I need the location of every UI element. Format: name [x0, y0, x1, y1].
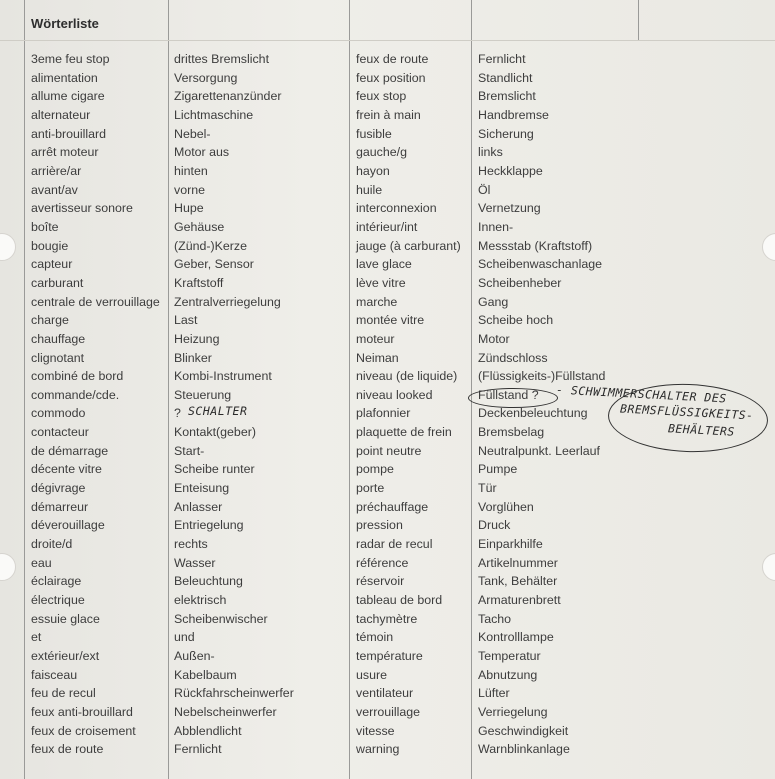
term-german: Handbremse [478, 107, 549, 122]
term-german: Abnutzung [478, 667, 538, 682]
term-french: alimentation [31, 70, 98, 85]
term-french: commande/cde. [31, 387, 120, 402]
term-french: essuie glace [31, 611, 100, 626]
term-french: de démarrage [31, 443, 109, 458]
term-german: Gang [478, 294, 509, 309]
term-german: Wasser [174, 555, 216, 570]
term-french: anti-brouillard [31, 126, 107, 141]
term-french: plaquette de frein [356, 425, 452, 440]
term-german: Kontrolllampe [478, 630, 554, 645]
term-german: Versorgung [174, 70, 238, 85]
handwritten-note-line-1: - SCHWIMMERSCHALTER DES [555, 382, 727, 406]
term-french: décente vitre [31, 462, 102, 477]
term-german: links [478, 145, 503, 160]
term-german: Füllstand ? [478, 387, 539, 402]
term-german: Scheibenwischer [174, 611, 268, 626]
term-french: ventilateur [356, 686, 414, 701]
column-french-2 [356, 50, 461, 759]
term-german: Heizung [174, 331, 220, 346]
term-french: bougie [31, 238, 69, 253]
term-french: vitesse [356, 723, 395, 738]
column-french-1 [31, 50, 160, 759]
term-french: avant/av [31, 182, 78, 197]
term-french: chauffage [31, 331, 86, 346]
term-german: Nebel- [174, 126, 211, 141]
term-french: feux de route [356, 52, 429, 66]
term-french: éclairage [31, 574, 82, 589]
term-french: témoin [356, 630, 394, 645]
term-german: Motor [478, 331, 510, 346]
term-german: Steuerung [174, 387, 232, 402]
term-french: feux anti-brouillard [31, 704, 133, 719]
handwritten-schalter: SCHALTER [188, 404, 248, 418]
term-french: référence [356, 555, 409, 570]
fold-line [0, 40, 775, 41]
term-german: Zigarettenanzünder [174, 89, 282, 104]
term-german: und [174, 630, 195, 645]
term-german: Scheibe hoch [478, 313, 554, 328]
term-german: Enteisung [174, 481, 230, 496]
term-french: dégivrage [31, 481, 86, 496]
term-german: Vorglühen [478, 499, 534, 514]
term-german: Scheibenwaschanlage [478, 257, 602, 272]
term-french: démarreur [31, 499, 89, 514]
punch-hole [0, 233, 16, 261]
term-french: extérieur/ext [31, 649, 100, 663]
column-rule-1 [168, 0, 169, 779]
term-german: Hupe [174, 201, 204, 216]
term-french: alternateur [31, 107, 91, 122]
term-german: hinten [174, 163, 208, 178]
term-french: gauche/g [356, 145, 407, 160]
page-title: Wörterliste [31, 16, 99, 31]
term-german: Außen- [174, 649, 215, 663]
handwritten-note-line-3: BEHÄLTERS [667, 421, 736, 439]
term-french: frein à main [356, 107, 421, 122]
term-german: Fernlicht [174, 742, 222, 757]
term-french: eau [31, 555, 52, 570]
term-french: usure [356, 667, 387, 682]
term-german: Armaturenbrett [478, 593, 561, 608]
term-french: fusible [356, 126, 392, 141]
term-german: Einparkhilfe [478, 537, 543, 552]
term-french: interconnexion [356, 201, 437, 216]
term-german: Gehäuse [174, 219, 225, 234]
term-german: (Flüssigkeits-)Füllstand [478, 369, 606, 384]
term-german: Entriegelung [174, 518, 244, 533]
term-french: Neiman [356, 350, 399, 365]
term-german: ? [174, 406, 181, 421]
column-rule-2 [349, 0, 350, 779]
term-french: feux de route [31, 742, 104, 757]
term-german: Tür [478, 481, 497, 496]
column-rule-left [24, 0, 25, 779]
term-german: Innen- [478, 219, 514, 234]
term-french: feu de recul [31, 686, 96, 701]
term-german: Beleuchtung [174, 574, 243, 589]
term-french: pression [356, 518, 403, 533]
term-german: Anlasser [174, 499, 223, 514]
handwritten-circle-fuellstand [468, 388, 558, 408]
term-german: Heckklappe [478, 163, 543, 178]
term-french: marche [356, 294, 398, 309]
term-french: pompe [356, 462, 394, 477]
term-french: point neutre [356, 443, 422, 458]
column-rule-top-right [638, 0, 639, 40]
term-german: Fernlicht [478, 52, 526, 66]
term-german: Verriegelung [478, 704, 548, 719]
term-german: Start- [174, 443, 205, 458]
term-german: Scheibenheber [478, 275, 562, 290]
term-german: Last [174, 313, 198, 328]
term-german: Zentralverriegelung [174, 294, 281, 309]
term-german: Sicherung [478, 126, 534, 141]
term-french: niveau looked [356, 387, 433, 402]
term-french: charge [31, 313, 69, 328]
term-french: arrêt moteur [31, 145, 99, 160]
term-french: feux position [356, 70, 426, 85]
punch-hole [0, 553, 16, 581]
term-german: Lichtmaschine [174, 107, 254, 122]
term-french: lève vitre [356, 275, 406, 290]
term-french: et [31, 630, 42, 645]
term-french: porte [356, 481, 385, 496]
term-french: montée vitre [356, 313, 425, 328]
term-german: Temperatur [478, 649, 541, 663]
term-german: (Zünd-)Kerze [174, 238, 247, 253]
term-german: Zündschloss [478, 350, 548, 365]
term-german: elektrisch [174, 593, 227, 608]
term-french: température [356, 649, 423, 663]
term-german: Kabelbaum [174, 667, 237, 682]
term-french: huile [356, 182, 383, 197]
term-french: faisceau [31, 667, 78, 682]
term-french: jauge (à carburant) [356, 238, 461, 253]
term-french: arrière/ar [31, 163, 82, 178]
term-german: Geschwindigkeit [478, 723, 569, 738]
term-french: warning [356, 742, 400, 757]
term-french: commodo [31, 406, 86, 421]
term-french: feux stop [356, 89, 407, 104]
term-german: Blinker [174, 350, 212, 365]
term-french: tableau de bord [356, 593, 443, 608]
term-german: rechts [174, 537, 208, 552]
term-french: feux de croisement [31, 723, 136, 738]
term-german: drittes Bremslicht [174, 52, 270, 66]
term-german: Lüfter [478, 686, 510, 701]
term-french: déverouillage [31, 518, 105, 533]
term-german: Artikelnummer [478, 555, 558, 570]
term-french: plafonnier [356, 406, 411, 421]
term-german: Kontakt(geber) [174, 425, 256, 440]
term-german: Druck [478, 518, 511, 533]
term-french: centrale de verrouillage [31, 294, 160, 309]
term-french: moteur [356, 331, 395, 346]
term-french: 3eme feu stop [31, 52, 110, 66]
term-german: Bremsbelag [478, 425, 545, 440]
term-german: Tacho [478, 611, 512, 626]
term-french: carburant [31, 275, 84, 290]
term-french: avertisseur sonore [31, 201, 133, 216]
term-french: boîte [31, 219, 59, 234]
term-german: Kombi-Instrument [174, 369, 272, 384]
term-french: combiné de bord [31, 369, 124, 384]
term-french: préchauffage [356, 499, 429, 514]
term-french: clignotant [31, 350, 85, 365]
term-french: lave glace [356, 257, 412, 272]
term-german: Abblendlicht [174, 723, 242, 738]
term-french: contacteur [31, 425, 89, 440]
term-german: Tank, Behälter [478, 574, 558, 589]
term-french: électrique [31, 593, 85, 608]
term-french: hayon [356, 163, 390, 178]
term-french: capteur [31, 257, 73, 272]
term-french: intérieur/int [356, 219, 418, 234]
term-german: Kraftstoff [174, 275, 224, 290]
term-german: Rückfahrscheinwerfer [174, 686, 294, 701]
column-rule-3 [471, 0, 472, 779]
term-german: Scheibe runter [174, 462, 255, 477]
term-french: tachymètre [356, 611, 418, 626]
term-french: radar de recul [356, 537, 433, 552]
term-german: vorne [174, 182, 205, 197]
term-french: niveau (de liquide) [356, 369, 458, 384]
term-french: réservoir [356, 574, 405, 589]
term-german: Nebelscheinwerfer [174, 704, 277, 719]
term-german: Öl [478, 182, 491, 197]
handwritten-note-line-2: BREMSFLÜSSIGKEITS- [619, 401, 754, 423]
term-french: allume cigare [31, 89, 105, 104]
punch-hole [762, 233, 775, 261]
term-german: Geber, Sensor [174, 257, 254, 272]
punch-hole [762, 553, 775, 581]
term-french: verrouillage [356, 704, 421, 719]
term-german: Messstab (Kraftstoff) [478, 238, 593, 253]
term-german: Motor aus [174, 145, 230, 160]
term-german: Standlicht [478, 70, 533, 85]
term-german: Bremslicht [478, 89, 536, 104]
term-german: Vernetzung [478, 201, 541, 216]
term-german: Deckenbeleuchtung [478, 406, 588, 421]
term-french: droite/d [31, 537, 73, 552]
term-german: Neutralpunkt. Leerlauf [478, 443, 600, 458]
term-german: Pumpe [478, 462, 518, 477]
term-german: Warnblinkanlage [478, 742, 570, 757]
